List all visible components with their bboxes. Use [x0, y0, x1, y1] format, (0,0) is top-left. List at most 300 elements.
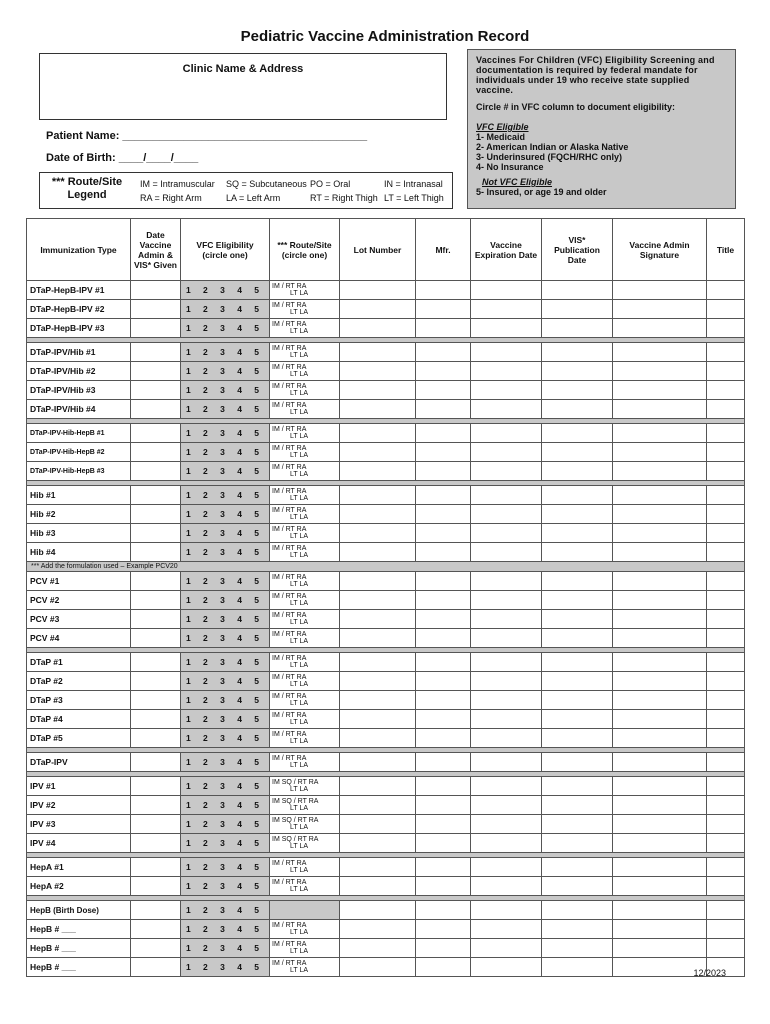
admin-signature-cell[interactable] [613, 629, 707, 648]
route-site-options[interactable] [270, 524, 340, 543]
mfr-cell[interactable] [416, 629, 471, 648]
vis-publication-date-cell[interactable] [542, 572, 613, 591]
vis-publication-date-cell[interactable] [542, 958, 613, 977]
lot-number-cell[interactable] [340, 815, 416, 834]
mfr-cell[interactable] [416, 729, 471, 748]
lot-number-cell[interactable] [340, 710, 416, 729]
vfc-eligibility-options[interactable]: 1 2 3 4 5 [181, 572, 270, 591]
route-site-options[interactable] [270, 858, 340, 877]
date-given-cell[interactable] [131, 281, 181, 300]
vfc-eligibility-options[interactable]: 1 2 3 4 5 [181, 400, 270, 419]
route-site-options[interactable] [270, 796, 340, 815]
title-cell[interactable] [707, 877, 745, 896]
vis-publication-date-cell[interactable] [542, 939, 613, 958]
vfc-eligibility-options[interactable]: 1 2 3 4 5 [181, 486, 270, 505]
route-site-options[interactable] [270, 672, 340, 691]
route-site-options[interactable] [270, 381, 340, 400]
route-site-options[interactable] [270, 958, 340, 977]
vis-publication-date-cell[interactable] [542, 729, 613, 748]
admin-signature-cell[interactable] [613, 524, 707, 543]
vis-publication-date-cell[interactable] [542, 877, 613, 896]
mfr-cell[interactable] [416, 653, 471, 672]
vis-publication-date-cell[interactable] [542, 524, 613, 543]
vfc-eligibility-options[interactable]: 1 2 3 4 5 [181, 920, 270, 939]
mfr-cell[interactable] [416, 424, 471, 443]
date-given-cell[interactable] [131, 362, 181, 381]
vis-publication-date-cell[interactable] [542, 691, 613, 710]
route-site-options[interactable] [270, 505, 340, 524]
vis-publication-date-cell[interactable] [542, 753, 613, 772]
admin-signature-cell[interactable] [613, 691, 707, 710]
vfc-eligibility-options[interactable]: 1 2 3 4 5 [181, 300, 270, 319]
date-given-cell[interactable] [131, 462, 181, 481]
lot-number-cell[interactable] [340, 877, 416, 896]
title-cell[interactable] [707, 653, 745, 672]
route-site-options[interactable] [270, 653, 340, 672]
date-given-cell[interactable] [131, 610, 181, 629]
date-given-cell[interactable] [131, 796, 181, 815]
expiration-date-cell[interactable] [471, 901, 542, 920]
clinic-address-box[interactable] [39, 53, 447, 120]
title-cell[interactable] [707, 753, 745, 772]
expiration-date-cell[interactable] [471, 543, 542, 562]
lot-number-cell[interactable] [340, 381, 416, 400]
vis-publication-date-cell[interactable] [542, 486, 613, 505]
expiration-date-cell[interactable] [471, 281, 542, 300]
mfr-cell[interactable] [416, 400, 471, 419]
title-cell[interactable] [707, 486, 745, 505]
expiration-date-cell[interactable] [471, 691, 542, 710]
admin-signature-cell[interactable] [613, 462, 707, 481]
route-site-options[interactable] [270, 400, 340, 419]
admin-signature-cell[interactable] [613, 710, 707, 729]
admin-signature-cell[interactable] [613, 591, 707, 610]
vfc-eligibility-options[interactable]: 1 2 3 4 5 [181, 796, 270, 815]
vfc-eligibility-options[interactable]: 1 2 3 4 5 [181, 939, 270, 958]
mfr-cell[interactable] [416, 834, 471, 853]
title-cell[interactable] [707, 834, 745, 853]
vis-publication-date-cell[interactable] [542, 343, 613, 362]
title-cell[interactable] [707, 815, 745, 834]
title-cell[interactable] [707, 672, 745, 691]
route-site-options[interactable] [270, 281, 340, 300]
title-cell[interactable] [707, 443, 745, 462]
mfr-cell[interactable] [416, 672, 471, 691]
lot-number-cell[interactable] [340, 343, 416, 362]
route-site-options[interactable] [270, 710, 340, 729]
route-site-options[interactable] [270, 920, 340, 939]
admin-signature-cell[interactable] [613, 777, 707, 796]
expiration-date-cell[interactable] [471, 834, 542, 853]
route-site-options[interactable] [270, 753, 340, 772]
admin-signature-cell[interactable] [613, 362, 707, 381]
mfr-cell[interactable] [416, 610, 471, 629]
title-cell[interactable] [707, 505, 745, 524]
lot-number-cell[interactable] [340, 753, 416, 772]
lot-number-cell[interactable] [340, 524, 416, 543]
vfc-eligibility-options[interactable]: 1 2 3 4 5 [181, 629, 270, 648]
admin-signature-cell[interactable] [613, 834, 707, 853]
admin-signature-cell[interactable] [613, 443, 707, 462]
date-given-cell[interactable] [131, 777, 181, 796]
title-cell[interactable] [707, 710, 745, 729]
title-cell[interactable] [707, 729, 745, 748]
expiration-date-cell[interactable] [471, 939, 542, 958]
expiration-date-cell[interactable] [471, 505, 542, 524]
vis-publication-date-cell[interactable] [542, 400, 613, 419]
date-given-cell[interactable] [131, 486, 181, 505]
lot-number-cell[interactable] [340, 505, 416, 524]
route-site-options[interactable] [270, 777, 340, 796]
title-cell[interactable] [707, 629, 745, 648]
title-cell[interactable] [707, 424, 745, 443]
route-site-options[interactable] [270, 362, 340, 381]
mfr-cell[interactable] [416, 815, 471, 834]
lot-number-cell[interactable] [340, 486, 416, 505]
date-given-cell[interactable] [131, 505, 181, 524]
vfc-eligibility-options[interactable]: 1 2 3 4 5 [181, 858, 270, 877]
route-site-options[interactable] [270, 610, 340, 629]
title-cell[interactable] [707, 610, 745, 629]
date-given-cell[interactable] [131, 343, 181, 362]
route-site-options[interactable] [270, 834, 340, 853]
vis-publication-date-cell[interactable] [542, 505, 613, 524]
date-given-cell[interactable] [131, 300, 181, 319]
vfc-eligibility-options[interactable]: 1 2 3 4 5 [181, 424, 270, 443]
route-site-options[interactable] [270, 572, 340, 591]
route-site-options[interactable] [270, 443, 340, 462]
title-cell[interactable] [707, 281, 745, 300]
vis-publication-date-cell[interactable] [542, 319, 613, 338]
vfc-eligibility-options[interactable]: 1 2 3 4 5 [181, 362, 270, 381]
admin-signature-cell[interactable] [613, 572, 707, 591]
mfr-cell[interactable] [416, 462, 471, 481]
expiration-date-cell[interactable] [471, 672, 542, 691]
vfc-eligibility-options[interactable]: 1 2 3 4 5 [181, 343, 270, 362]
vis-publication-date-cell[interactable] [542, 901, 613, 920]
mfr-cell[interactable] [416, 710, 471, 729]
vfc-eligibility-options[interactable]: 1 2 3 4 5 [181, 777, 270, 796]
vfc-eligibility-options[interactable]: 1 2 3 4 5 [181, 524, 270, 543]
mfr-cell[interactable] [416, 877, 471, 896]
vis-publication-date-cell[interactable] [542, 362, 613, 381]
date-given-cell[interactable] [131, 815, 181, 834]
expiration-date-cell[interactable] [471, 610, 542, 629]
expiration-date-cell[interactable] [471, 958, 542, 977]
vfc-eligibility-options[interactable]: 1 2 3 4 5 [181, 815, 270, 834]
route-site-options[interactable] [270, 462, 340, 481]
mfr-cell[interactable] [416, 858, 471, 877]
vfc-eligibility-options[interactable]: 1 2 3 4 5 [181, 381, 270, 400]
admin-signature-cell[interactable] [613, 939, 707, 958]
route-site-options[interactable] [270, 691, 340, 710]
expiration-date-cell[interactable] [471, 591, 542, 610]
expiration-date-cell[interactable] [471, 753, 542, 772]
vis-publication-date-cell[interactable] [542, 424, 613, 443]
title-cell[interactable] [707, 319, 745, 338]
vfc-eligibility-options[interactable]: 1 2 3 4 5 [181, 610, 270, 629]
vfc-eligibility-options[interactable]: 1 2 3 4 5 [181, 877, 270, 896]
expiration-date-cell[interactable] [471, 462, 542, 481]
vfc-eligibility-options[interactable]: 1 2 3 4 5 [181, 753, 270, 772]
admin-signature-cell[interactable] [613, 486, 707, 505]
expiration-date-cell[interactable] [471, 486, 542, 505]
expiration-date-cell[interactable] [471, 343, 542, 362]
mfr-cell[interactable] [416, 343, 471, 362]
expiration-date-cell[interactable] [471, 400, 542, 419]
admin-signature-cell[interactable] [613, 901, 707, 920]
title-cell[interactable] [707, 543, 745, 562]
mfr-cell[interactable] [416, 591, 471, 610]
lot-number-cell[interactable] [340, 920, 416, 939]
date-of-birth-field[interactable]: Date of Birth: ____/____/____ [46, 152, 199, 164]
route-site-options[interactable] [270, 629, 340, 648]
expiration-date-cell[interactable] [471, 629, 542, 648]
admin-signature-cell[interactable] [613, 672, 707, 691]
lot-number-cell[interactable] [340, 939, 416, 958]
vis-publication-date-cell[interactable] [542, 629, 613, 648]
vis-publication-date-cell[interactable] [542, 796, 613, 815]
lot-number-cell[interactable] [340, 958, 416, 977]
expiration-date-cell[interactable] [471, 443, 542, 462]
admin-signature-cell[interactable] [613, 505, 707, 524]
vis-publication-date-cell[interactable] [542, 920, 613, 939]
expiration-date-cell[interactable] [471, 877, 542, 896]
date-given-cell[interactable] [131, 858, 181, 877]
title-cell[interactable] [707, 524, 745, 543]
date-given-cell[interactable] [131, 877, 181, 896]
vfc-eligibility-options[interactable]: 1 2 3 4 5 [181, 653, 270, 672]
expiration-date-cell[interactable] [471, 710, 542, 729]
vfc-eligibility-options[interactable]: 1 2 3 4 5 [181, 443, 270, 462]
date-given-cell[interactable] [131, 958, 181, 977]
date-given-cell[interactable] [131, 591, 181, 610]
vis-publication-date-cell[interactable] [542, 543, 613, 562]
mfr-cell[interactable] [416, 572, 471, 591]
title-cell[interactable] [707, 796, 745, 815]
lot-number-cell[interactable] [340, 672, 416, 691]
lot-number-cell[interactable] [340, 400, 416, 419]
vfc-eligibility-options[interactable]: 1 2 3 4 5 [181, 319, 270, 338]
vis-publication-date-cell[interactable] [542, 462, 613, 481]
admin-signature-cell[interactable] [613, 300, 707, 319]
date-given-cell[interactable] [131, 901, 181, 920]
title-cell[interactable] [707, 858, 745, 877]
vfc-eligibility-options[interactable]: 1 2 3 4 5 [181, 281, 270, 300]
route-site-options[interactable] [270, 319, 340, 338]
vis-publication-date-cell[interactable] [542, 610, 613, 629]
vfc-eligibility-options[interactable]: 1 2 3 4 5 [181, 729, 270, 748]
vis-publication-date-cell[interactable] [542, 281, 613, 300]
title-cell[interactable] [707, 343, 745, 362]
date-given-cell[interactable] [131, 939, 181, 958]
mfr-cell[interactable] [416, 777, 471, 796]
date-given-cell[interactable] [131, 653, 181, 672]
vis-publication-date-cell[interactable] [542, 591, 613, 610]
admin-signature-cell[interactable] [613, 653, 707, 672]
vfc-eligibility-options[interactable]: 1 2 3 4 5 [181, 543, 270, 562]
admin-signature-cell[interactable] [613, 343, 707, 362]
mfr-cell[interactable] [416, 443, 471, 462]
admin-signature-cell[interactable] [613, 796, 707, 815]
mfr-cell[interactable] [416, 901, 471, 920]
vfc-eligibility-options[interactable]: 1 2 3 4 5 [181, 505, 270, 524]
mfr-cell[interactable] [416, 300, 471, 319]
lot-number-cell[interactable] [340, 281, 416, 300]
expiration-date-cell[interactable] [471, 362, 542, 381]
expiration-date-cell[interactable] [471, 777, 542, 796]
title-cell[interactable] [707, 901, 745, 920]
lot-number-cell[interactable] [340, 300, 416, 319]
vis-publication-date-cell[interactable] [542, 381, 613, 400]
title-cell[interactable] [707, 462, 745, 481]
date-given-cell[interactable] [131, 834, 181, 853]
lot-number-cell[interactable] [340, 462, 416, 481]
patient-name-field[interactable]: Patient Name: ________________________________________ [46, 130, 368, 142]
route-site-options[interactable] [270, 877, 340, 896]
vfc-eligibility-options[interactable]: 1 2 3 4 5 [181, 958, 270, 977]
admin-signature-cell[interactable] [613, 753, 707, 772]
route-site-options[interactable] [270, 543, 340, 562]
lot-number-cell[interactable] [340, 591, 416, 610]
mfr-cell[interactable] [416, 796, 471, 815]
admin-signature-cell[interactable] [613, 958, 707, 977]
expiration-date-cell[interactable] [471, 858, 542, 877]
lot-number-cell[interactable] [340, 653, 416, 672]
vfc-eligibility-options[interactable]: 1 2 3 4 5 [181, 710, 270, 729]
admin-signature-cell[interactable] [613, 381, 707, 400]
expiration-date-cell[interactable] [471, 920, 542, 939]
expiration-date-cell[interactable] [471, 572, 542, 591]
title-cell[interactable] [707, 572, 745, 591]
title-cell[interactable] [707, 381, 745, 400]
mfr-cell[interactable] [416, 958, 471, 977]
lot-number-cell[interactable] [340, 610, 416, 629]
title-cell[interactable] [707, 939, 745, 958]
route-site-options[interactable] [270, 591, 340, 610]
vis-publication-date-cell[interactable] [542, 815, 613, 834]
expiration-date-cell[interactable] [471, 381, 542, 400]
lot-number-cell[interactable] [340, 777, 416, 796]
mfr-cell[interactable] [416, 505, 471, 524]
date-given-cell[interactable] [131, 424, 181, 443]
expiration-date-cell[interactable] [471, 319, 542, 338]
vfc-eligibility-options[interactable]: 1 2 3 4 5 [181, 691, 270, 710]
vfc-eligibility-options[interactable]: 1 2 3 4 5 [181, 591, 270, 610]
date-given-cell[interactable] [131, 710, 181, 729]
lot-number-cell[interactable] [340, 834, 416, 853]
route-site-options[interactable] [270, 424, 340, 443]
admin-signature-cell[interactable] [613, 281, 707, 300]
route-site-options[interactable] [270, 939, 340, 958]
lot-number-cell[interactable] [340, 424, 416, 443]
expiration-date-cell[interactable] [471, 653, 542, 672]
admin-signature-cell[interactable] [613, 610, 707, 629]
title-cell[interactable] [707, 362, 745, 381]
date-given-cell[interactable] [131, 524, 181, 543]
vfc-eligibility-options[interactable]: 1 2 3 4 5 [181, 901, 270, 920]
date-given-cell[interactable] [131, 543, 181, 562]
expiration-date-cell[interactable] [471, 524, 542, 543]
mfr-cell[interactable] [416, 939, 471, 958]
date-given-cell[interactable] [131, 400, 181, 419]
mfr-cell[interactable] [416, 281, 471, 300]
mfr-cell[interactable] [416, 753, 471, 772]
expiration-date-cell[interactable] [471, 424, 542, 443]
title-cell[interactable] [707, 920, 745, 939]
date-given-cell[interactable] [131, 381, 181, 400]
vis-publication-date-cell[interactable] [542, 653, 613, 672]
vfc-eligibility-options[interactable]: 1 2 3 4 5 [181, 834, 270, 853]
route-site-options[interactable] [270, 815, 340, 834]
date-given-cell[interactable] [131, 443, 181, 462]
vis-publication-date-cell[interactable] [542, 672, 613, 691]
expiration-date-cell[interactable] [471, 729, 542, 748]
expiration-date-cell[interactable] [471, 796, 542, 815]
title-cell[interactable] [707, 691, 745, 710]
mfr-cell[interactable] [416, 524, 471, 543]
lot-number-cell[interactable] [340, 901, 416, 920]
vfc-eligibility-options[interactable]: 1 2 3 4 5 [181, 672, 270, 691]
admin-signature-cell[interactable] [613, 400, 707, 419]
lot-number-cell[interactable] [340, 362, 416, 381]
route-site-options[interactable] [270, 729, 340, 748]
lot-number-cell[interactable] [340, 858, 416, 877]
admin-signature-cell[interactable] [613, 319, 707, 338]
mfr-cell[interactable] [416, 486, 471, 505]
lot-number-cell[interactable] [340, 691, 416, 710]
date-given-cell[interactable] [131, 729, 181, 748]
expiration-date-cell[interactable] [471, 300, 542, 319]
vfc-eligibility-options[interactable]: 1 2 3 4 5 [181, 462, 270, 481]
lot-number-cell[interactable] [340, 729, 416, 748]
expiration-date-cell[interactable] [471, 815, 542, 834]
route-site-options[interactable] [270, 486, 340, 505]
vis-publication-date-cell[interactable] [542, 858, 613, 877]
route-site-options[interactable] [270, 300, 340, 319]
route-site-options[interactable] [270, 343, 340, 362]
vis-publication-date-cell[interactable] [542, 300, 613, 319]
title-cell[interactable] [707, 300, 745, 319]
title-cell[interactable] [707, 591, 745, 610]
admin-signature-cell[interactable] [613, 424, 707, 443]
admin-signature-cell[interactable] [613, 729, 707, 748]
mfr-cell[interactable] [416, 920, 471, 939]
lot-number-cell[interactable] [340, 319, 416, 338]
vis-publication-date-cell[interactable] [542, 710, 613, 729]
admin-signature-cell[interactable] [613, 815, 707, 834]
date-given-cell[interactable] [131, 672, 181, 691]
lot-number-cell[interactable] [340, 572, 416, 591]
vis-publication-date-cell[interactable] [542, 443, 613, 462]
vis-publication-date-cell[interactable] [542, 834, 613, 853]
title-cell[interactable] [707, 400, 745, 419]
lot-number-cell[interactable] [340, 629, 416, 648]
date-given-cell[interactable] [131, 319, 181, 338]
date-given-cell[interactable] [131, 753, 181, 772]
lot-number-cell[interactable] [340, 796, 416, 815]
mfr-cell[interactable] [416, 319, 471, 338]
mfr-cell[interactable] [416, 691, 471, 710]
date-given-cell[interactable] [131, 691, 181, 710]
vis-publication-date-cell[interactable] [542, 777, 613, 796]
title-cell[interactable] [707, 777, 745, 796]
admin-signature-cell[interactable] [613, 543, 707, 562]
admin-signature-cell[interactable] [613, 858, 707, 877]
admin-signature-cell[interactable] [613, 877, 707, 896]
mfr-cell[interactable] [416, 381, 471, 400]
date-given-cell[interactable] [131, 629, 181, 648]
